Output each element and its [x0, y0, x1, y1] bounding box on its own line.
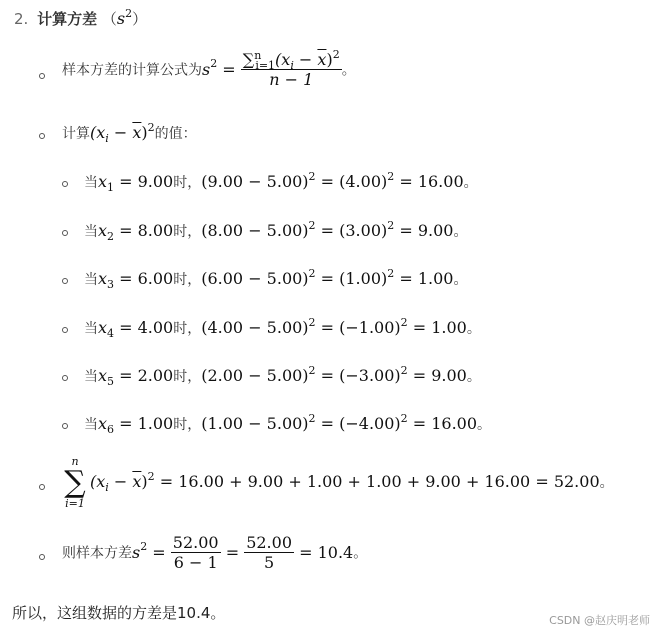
variance-result [62, 533, 367, 572]
row-prefix: 当 [84, 224, 98, 240]
list-item [84, 318, 481, 338]
sum-sigma-block [62, 456, 88, 510]
row-exp1: 2 [308, 267, 316, 280]
formula-lhs-var: s [202, 60, 211, 79]
list-item [84, 221, 467, 241]
row-exp1: 2 [308, 364, 316, 377]
row-diff: (6.00 − 5.00) [201, 269, 309, 288]
variance-frac2 [244, 533, 294, 572]
row-dev: = (3.00) [315, 221, 388, 240]
watermark: CSDN @赵庆明老师 [549, 614, 650, 627]
row-end: 。 [453, 224, 468, 240]
row-value: = 9.00 [114, 172, 174, 191]
section-number: 2. [14, 10, 29, 28]
formula-fraction [241, 50, 342, 89]
row-dev: = (−4.00) [315, 414, 401, 433]
compute-suffix: 的值： [154, 126, 197, 142]
row-sub: 1 [107, 181, 115, 194]
variance-exp: 2 [140, 540, 148, 553]
row-diff: (2.00 − 5.00) [201, 366, 309, 385]
variance-den2: 5 [264, 553, 275, 572]
row-square: = 16.00 [407, 414, 478, 433]
formula-num-close: ) [326, 50, 333, 69]
variance-label: 则样本方差 [62, 545, 132, 562]
list-item [84, 172, 478, 192]
formula-num-xbar: $\overline{x}$ [317, 50, 327, 69]
section-symbol-exp: 2 [125, 7, 133, 20]
list-item [84, 269, 467, 289]
row-shi: 时， [173, 272, 202, 288]
variance-end: 。 [353, 545, 368, 562]
row-end: 。 [453, 272, 468, 288]
sum-open: (x [90, 472, 106, 491]
row-exp1: 2 [308, 316, 316, 329]
list-item [84, 414, 491, 434]
formula-numerator [241, 50, 342, 70]
row-diff: (8.00 − 5.00) [201, 221, 309, 240]
row-sub: 5 [107, 375, 115, 388]
row-square: = 9.00 [394, 221, 454, 240]
sum-exp: 2 [147, 470, 155, 483]
formula-end: 。 [341, 62, 356, 79]
section-paren-close: ） [132, 10, 148, 28]
row-shi: 时， [173, 417, 202, 433]
formula-label: 样本方差的计算公式为 [62, 62, 202, 79]
row-var: x [98, 221, 108, 240]
row-value: = 8.00 [114, 221, 174, 240]
row-value: = 6.00 [114, 269, 174, 288]
compute-prefix: 计算 [62, 126, 90, 142]
sum-sup: n [71, 455, 79, 468]
sum-end: 。 [599, 475, 614, 491]
row-var: x [98, 414, 108, 433]
row-end: 。 [466, 369, 481, 385]
variance-den1: 6 − 1 [173, 553, 218, 572]
row-exp2: 2 [387, 170, 395, 183]
row-shi: 时， [173, 224, 202, 240]
row-var: x [98, 366, 108, 385]
formula-lhs-exp: 2 [210, 57, 218, 70]
row-diff: (1.00 − 5.00) [201, 414, 309, 433]
row-square: = 9.00 [407, 366, 467, 385]
row-dev: = (4.00) [315, 172, 388, 191]
section-header [14, 8, 147, 29]
variance-num1: 52.00 [172, 533, 219, 552]
compute-minus: − [108, 123, 133, 142]
row-exp1: 2 [308, 170, 316, 183]
row-sub: 3 [107, 278, 115, 291]
sum-close: ) [141, 472, 148, 491]
bullet [39, 554, 45, 560]
section-paren-open: （ [101, 10, 117, 28]
row-diff: (9.00 − 5.00) [201, 172, 309, 191]
bullet [62, 278, 68, 284]
row-prefix: 当 [84, 272, 98, 288]
row-exp2: 2 [400, 364, 408, 377]
row-end: 。 [466, 321, 481, 337]
compute-i: i [105, 132, 109, 145]
formula-num-minus: − [293, 50, 318, 69]
row-prefix: 当 [84, 321, 98, 337]
row-prefix: 当 [84, 369, 98, 385]
row-sub: 6 [107, 423, 115, 436]
formula-num-exp: 2 [332, 48, 340, 61]
row-shi: 时， [173, 321, 202, 337]
row-end: 。 [477, 417, 492, 433]
row-exp2: 2 [387, 267, 395, 280]
row-dev: = (−1.00) [315, 318, 401, 337]
formula-equals: = [217, 60, 241, 79]
variance-num2: 52.00 [246, 533, 292, 552]
row-var: x [98, 318, 108, 337]
sum-sigma: ∑ [64, 465, 86, 500]
conclusion: 所以，这组数据的方差是10.4。 [12, 604, 226, 622]
row-exp2: 2 [400, 316, 408, 329]
bullet [62, 423, 68, 429]
compute-intro [62, 123, 197, 143]
variance-eq1: = [147, 543, 171, 562]
row-sub: 2 [107, 230, 115, 243]
sum-rhs: = 16.00 + 9.00 + 1.00 + 1.00 + 9.00 + 16.00 = 52.00 [154, 472, 600, 491]
bullet [39, 73, 45, 79]
sum-minus: − [108, 472, 133, 491]
row-exp1: 2 [308, 412, 316, 425]
row-value: = 2.00 [114, 366, 174, 385]
row-exp1: 2 [308, 219, 316, 232]
row-diff: (4.00 − 5.00) [201, 318, 309, 337]
row-exp2: 2 [400, 412, 408, 425]
formula-sum-sub: i=1 [255, 59, 276, 72]
sum-sub: i=1 [65, 497, 85, 510]
bullet [62, 181, 68, 187]
row-value: = 4.00 [114, 318, 174, 337]
formula-sum-sup: n [254, 49, 262, 62]
variance-frac1 [171, 533, 221, 572]
bullet [39, 484, 45, 490]
row-square: = 1.00 [407, 318, 467, 337]
row-value: = 1.00 [114, 414, 174, 433]
formula-sum-sign: ∑ [242, 50, 255, 69]
row-dev: = (1.00) [315, 269, 388, 288]
row-sub: 4 [107, 327, 115, 340]
compute-close: ) [141, 123, 148, 142]
compute-xbar: $\overline{x}$ [132, 123, 142, 142]
row-var: x [98, 172, 108, 191]
sum-i: i [105, 481, 109, 494]
row-dev: = (−3.00) [315, 366, 401, 385]
section-symbol: s [116, 9, 126, 28]
row-square: = 16.00 [394, 172, 464, 191]
row-var: x [98, 269, 108, 288]
formula-num-i: i [290, 59, 294, 72]
compute-open: (x [90, 123, 106, 142]
sum-line [90, 472, 614, 492]
sum-xbar: $\overline{x}$ [132, 472, 142, 491]
row-prefix: 当 [84, 417, 98, 433]
variance-eq2: = [220, 543, 245, 562]
bullet [62, 327, 68, 333]
compute-exp: 2 [147, 121, 155, 134]
variance-result-value: = 10.4 [294, 543, 354, 562]
row-shi: 时， [173, 175, 202, 191]
section-title: 计算方差 [37, 10, 98, 28]
row-square: = 1.00 [394, 269, 454, 288]
formula-num-body: (x [275, 50, 291, 69]
list-item [84, 366, 481, 386]
bullet [62, 230, 68, 236]
variance-formula [62, 50, 356, 89]
bullet [62, 375, 68, 381]
row-end: 。 [463, 175, 478, 191]
row-shi: 时， [173, 369, 202, 385]
variance-var: s [132, 543, 141, 562]
row-exp2: 2 [387, 219, 395, 232]
row-prefix: 当 [84, 175, 98, 191]
bullet [39, 133, 45, 139]
formula-denominator: n − 1 [269, 70, 314, 89]
